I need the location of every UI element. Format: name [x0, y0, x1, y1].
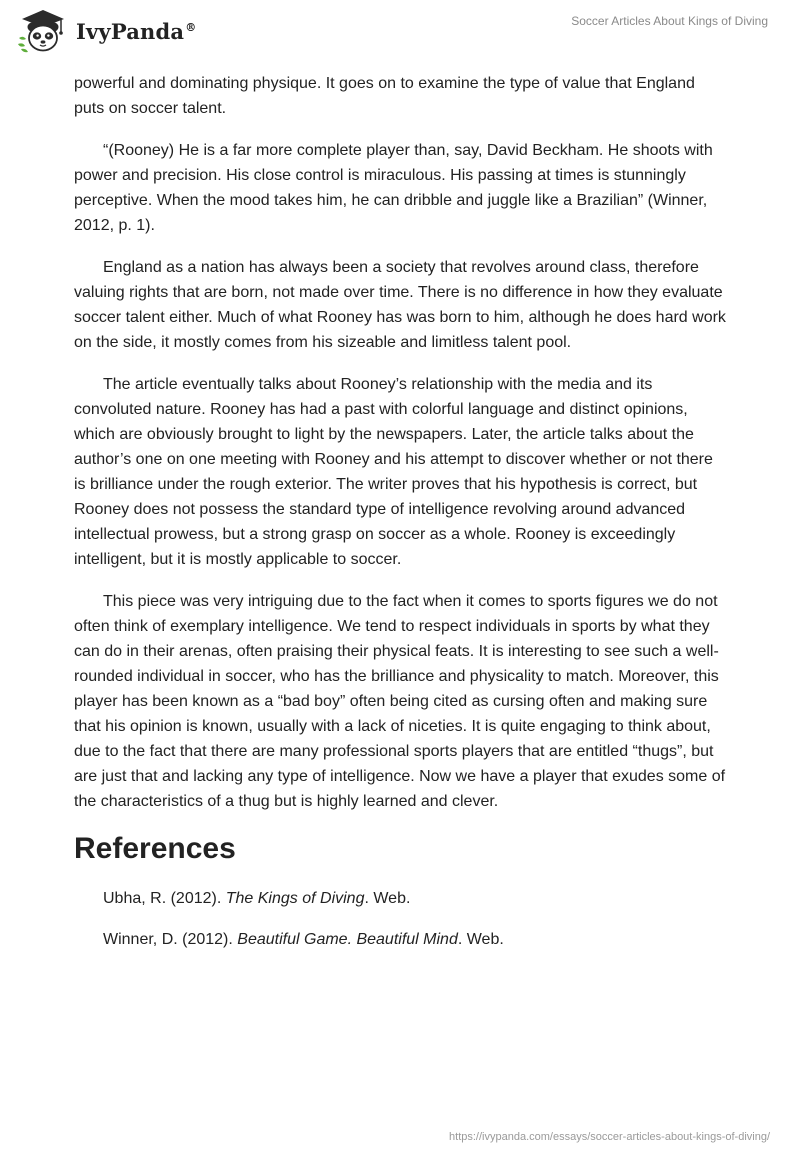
reference-item: Ubha, R. (2012). The Kings of Diving. Web. [103, 890, 411, 907]
reference-item: Winner, D. (2012). Beautiful Game. Beautiful Mind. Web. [103, 931, 504, 948]
page-header [0, 0, 800, 60]
document-title: Soccer Articles About Kings of Diving [571, 14, 768, 28]
paragraph: powerful and dominating physique. It goes on to examine the type of value that England puts on soccer talent. [74, 75, 695, 117]
paragraph: “(Rooney) He is a far more complete player than, say, David Beckham. He shoots with power and precision. His close control is miraculous. His passing at times is stunningly perceptive. When the mood takes him, he can dribble and juggle like a Brazilian” (Winner, 2012, p. 1). [74, 142, 713, 234]
essay-body [74, 71, 726, 968]
references-heading: References [74, 832, 236, 865]
paragraph: England as a nation has always been a society that revolves around class, therefore valuing rights that are born, not made over time. There is no difference in how they evaluate soccer talent either. Much of what Rooney has was born to him, although he does hard work on the side, it mostly comes from his sizeable and limitless talent pool. [74, 259, 726, 351]
panda-logo-icon [14, 8, 72, 54]
brand-name: IvyPanda® [76, 18, 197, 44]
paragraph: This piece was very intriguing due to the fact when it comes to sports figures we do not often think of exemplary intelligence. We tend to respect individuals in sports by what they can do in their arenas, often praising their physical feats. It is interesting to see such a well-rounded individual in soccer, who has the brilliance and physicality to match. Moreover, this player has been known as a “bad boy” often being cited as cursing often and making sure that his opinion is known, usually with a lack of niceties. It is quite engaging to think about, due to the fact that there are many professional sports players that are entitled “thugs”, but are just that and lacking any type of intelligence. Now we have a player that exudes some of the characteristics of a thug but is highly learned and clever. [74, 593, 726, 810]
footer-url[interactable]: https://ivypanda.com/essays/soccer-articles-about-kings-of-diving/ [449, 1131, 770, 1143]
brand-logo[interactable] [14, 8, 196, 54]
paragraph: The article eventually talks about Rooney’s relationship with the media and its convoluted nature. Rooney has had a past with colorful language and distinct opinions, which are obviously brought to light by the newspapers. Later, the article talks about the author’s one on one meeting with Rooney and his attempt to discover whether or not there is brilliance under the rough exterior. The writer proves that his hypothesis is correct, but Rooney does not possess the standard type of intelligence revolving around advanced intellectual prowess, but a strong grasp on soccer as a whole. Rooney is exceedingly intelligent, but it is mostly applicable to soccer. [74, 376, 713, 568]
